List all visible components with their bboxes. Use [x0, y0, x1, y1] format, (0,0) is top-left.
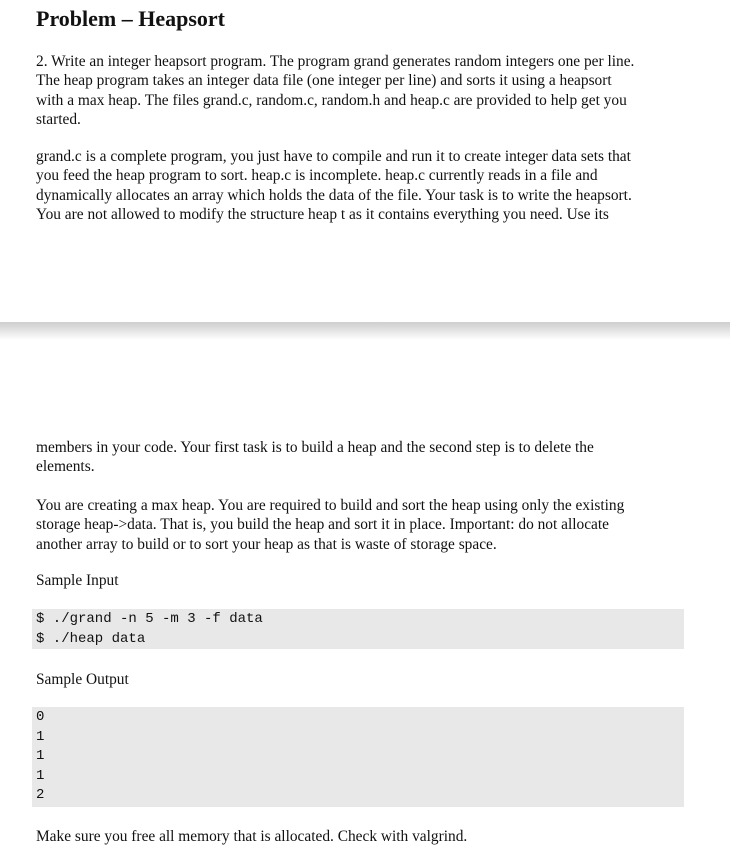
text-line: started.	[36, 111, 81, 129]
code-line: 2	[36, 787, 45, 804]
sample-output-label: Sample Output	[36, 671, 129, 688]
paragraph-max-heap	[36, 496, 696, 554]
text-line: You are creating a max heap. You are required to build and sort the heap using only the existing	[36, 497, 625, 514]
text-line: dynamically allocates an array which holds the data of the file. Your task is to write the heapsort.	[36, 186, 632, 204]
text-line: elements.	[36, 458, 95, 476]
code-line: 1	[36, 728, 45, 745]
page-divider	[0, 322, 730, 340]
text-line: you feed the heap program to sort. heap.c is incomplete. heap.c currently reads in a file and	[36, 167, 598, 185]
paragraph-grand	[36, 147, 696, 225]
text-line: 2. Write an integer heapsort program. The program grand generates random integers one per line.	[36, 53, 635, 70]
text-line: grand.c is a complete program, you just have to compile and run it to create integer data sets that	[36, 148, 631, 165]
text-line: members in your code. Your first task is to build a heap and the second step is to delete the	[36, 439, 594, 456]
code-line: 0	[36, 709, 45, 725]
paragraph-members	[36, 438, 696, 477]
code-line: 1	[36, 748, 45, 765]
page-title: Problem – Heapsort	[36, 6, 226, 31]
sample-output-code	[32, 707, 684, 807]
sample-input-code	[32, 609, 684, 649]
footer-note: Make sure you free all memory that is allocated. Check with valgrind.	[36, 828, 468, 845]
code-line: 1	[36, 767, 45, 784]
text-line: The heap program takes an integer data file (one integer per line) and sorts it using a heapsort	[36, 72, 612, 90]
sample-input-label: Sample Input	[36, 572, 119, 589]
code-line: $ ./heap data	[36, 631, 146, 647]
code-line: $ ./grand -n 5 -m 3 -f data	[36, 611, 263, 627]
text-line: another array to build or to sort your heap as that is waste of storage space.	[36, 535, 497, 553]
text-line: with a max heap. The files grand.c, random.c, random.h and heap.c are provided to help get you	[36, 91, 627, 109]
paragraph-intro	[36, 52, 696, 130]
text-line: storage heap->data. That is, you build the heap and sort it in place. Important: do not allocate	[36, 516, 609, 534]
text-line: You are not allowed to modify the structure heap t as it contains everything you need. Use its	[36, 206, 609, 224]
